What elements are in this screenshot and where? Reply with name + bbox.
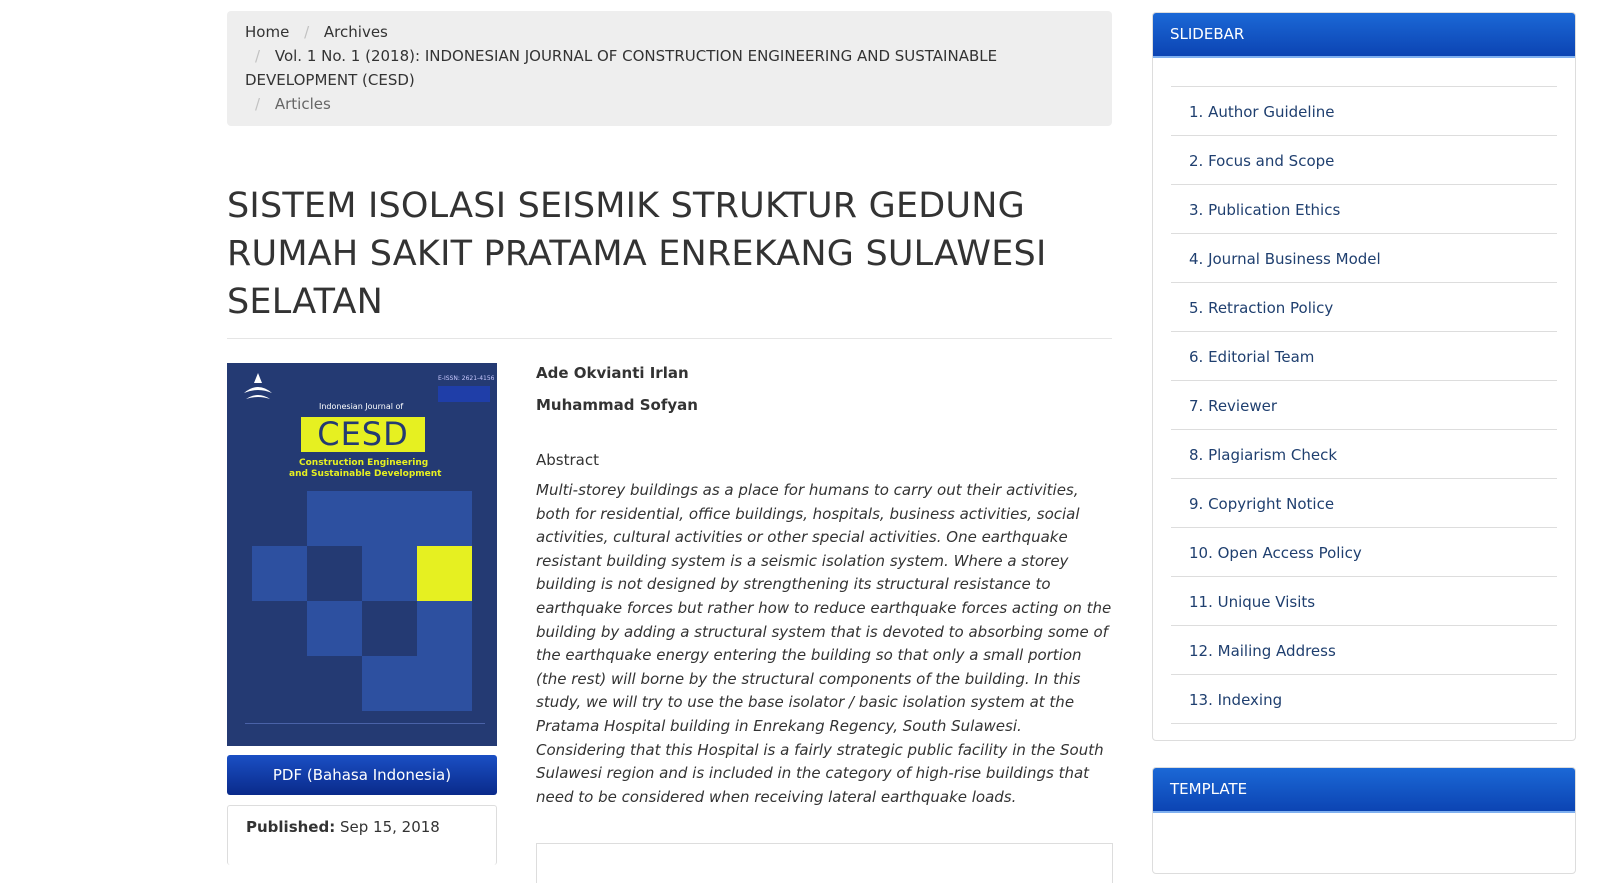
abstract-text: Multi-storey buildings as a place for humans to carry out their activities, both for residential, office buildings, hospitals, business activities, social activities, cultural activities or other special activities. One earthquake resistant building system is a seismic isolation system. Where a storey building is not designed by strengthening its structural resistance to earthquake forces but rather how to reduce earthquake forces acting on the building by adding a structural system that is devoted to absorbing some of the earthquake energy entering the building so that only a small portion (the rest) will borne by the structural components of the building. In this study, we will try to use the base isolator / basic isolation system at the Pratama Hospital building in Enrekang Regency, South Sulawesi. Considering that this Hospital is a fairly strategic public facility in the South Sulawesi region and is included in the category of high-rise buildings that need to be considered when receiving lateral earthquake loads.: [536, 481, 1112, 806]
slidebar-body: [1153, 58, 1575, 740]
cover-issn: E-ISSN: 2621-4156: [438, 375, 495, 382]
cover-block: [362, 656, 472, 711]
sidebar-item-business-model: [1171, 234, 1557, 283]
citation-box: [536, 843, 1113, 883]
breadcrumb-issue-link[interactable]: Vol. 1 No. 1 (2018): INDONESIAN JOURNAL OF CONSTRUCTION ENGINEERING AND SUSTAINABLE DEVELOPMENT (CESD): [245, 47, 998, 89]
sidebar-link[interactable]: 1. Author Guideline: [1189, 103, 1335, 121]
article-sidebar-left: [227, 363, 497, 865]
sidebar-link[interactable]: 9. Copyright Notice: [1189, 495, 1335, 513]
sidebar-item-editorial-team: [1171, 332, 1557, 381]
cover-block: [307, 491, 472, 546]
cover-acronym: CESD: [301, 417, 425, 452]
right-sidebar: [1152, 12, 1576, 874]
sidebar-link[interactable]: 8. Plagiarism Check: [1189, 446, 1338, 464]
cover-block: [307, 546, 362, 601]
sidebar-link[interactable]: 2. Focus and Scope: [1189, 152, 1335, 170]
slidebar-panel: [1152, 12, 1576, 741]
cover-volume-box: [438, 386, 490, 402]
sidebar-item-publication-ethics: [1171, 185, 1557, 234]
sidebar-link[interactable]: 3. Publication Ethics: [1189, 201, 1341, 219]
cover-journal-line: Indonesian Journal of: [319, 402, 404, 411]
article-details: [536, 363, 1113, 809]
cover-block: [307, 601, 362, 656]
author-name: Ade Okvianti Irlan: [536, 364, 689, 382]
template-body: [1153, 813, 1575, 873]
breadcrumb-archives-link[interactable]: Archives: [323, 23, 388, 41]
author-name: Muhammad Sofyan: [536, 396, 698, 414]
published-label: Published:: [246, 818, 336, 836]
cover-footer-strip: [245, 723, 485, 741]
sidebar-item-retraction-policy: [1171, 283, 1557, 332]
cover-block: [362, 601, 417, 656]
pdf-download-button[interactable]: PDF (Bahasa Indonesia): [227, 755, 497, 795]
sidebar-item-focus-scope: [1171, 136, 1557, 185]
sidebar-link[interactable]: 5. Retraction Policy: [1189, 299, 1334, 317]
published-info: [227, 805, 497, 865]
breadcrumb-separator: /: [304, 23, 310, 41]
breadcrumb: [227, 11, 1112, 126]
cover-block: [252, 546, 307, 601]
journal-logo-icon: [240, 371, 276, 405]
cover-subtitle-2: and Sustainable Development: [289, 469, 442, 479]
sidebar-link[interactable]: 10. Open Access Policy: [1189, 544, 1362, 562]
sidebar-item-copyright-notice: [1171, 479, 1557, 528]
title-divider: [227, 338, 1112, 339]
sidebar-link[interactable]: 4. Journal Business Model: [1189, 250, 1381, 268]
breadcrumb-home-link[interactable]: Home: [245, 23, 290, 41]
sidebar-item-plagiarism-check: [1171, 430, 1557, 479]
cover-block: [362, 546, 417, 601]
sidebar-item-author-guideline: [1171, 87, 1557, 136]
sidebar-link[interactable]: 13. Indexing: [1189, 691, 1283, 709]
sidebar-item-open-access: [1171, 528, 1557, 577]
breadcrumb-separator: /: [255, 95, 261, 113]
abstract-heading: Abstract: [536, 451, 599, 469]
sidebar-item-unique-visits: [1171, 577, 1557, 626]
cover-subtitle-1: Construction Engineering: [299, 458, 429, 468]
main-content: [227, 11, 1112, 836]
template-title: TEMPLATE: [1153, 768, 1575, 813]
sidebar-item-reviewer: [1171, 381, 1557, 430]
slidebar-title: SLIDEBAR: [1153, 13, 1575, 58]
breadcrumb-separator: /: [255, 47, 261, 65]
cover-block: [417, 601, 472, 656]
sidebar-item-mailing-address: [1171, 626, 1557, 675]
sidebar-link[interactable]: 11. Unique Visits: [1189, 593, 1316, 611]
sidebar-menu: [1171, 86, 1557, 724]
article-title: SISTEM ISOLASI SEISMIK STRUKTUR GEDUNG RUMAH SAKIT PRATAMA ENREKANG SULAWESI SELATAN: [227, 186, 1047, 322]
journal-cover-image: [227, 363, 497, 746]
template-panel: [1152, 767, 1576, 874]
cover-block: [417, 546, 472, 601]
published-date: Sep 15, 2018: [340, 818, 440, 836]
sidebar-link[interactable]: 7. Reviewer: [1189, 397, 1277, 415]
sidebar-item-indexing: [1171, 675, 1557, 724]
sidebar-link[interactable]: 12. Mailing Address: [1189, 642, 1336, 660]
sidebar-link[interactable]: 6. Editorial Team: [1189, 348, 1315, 366]
breadcrumb-current: Articles: [274, 95, 331, 113]
